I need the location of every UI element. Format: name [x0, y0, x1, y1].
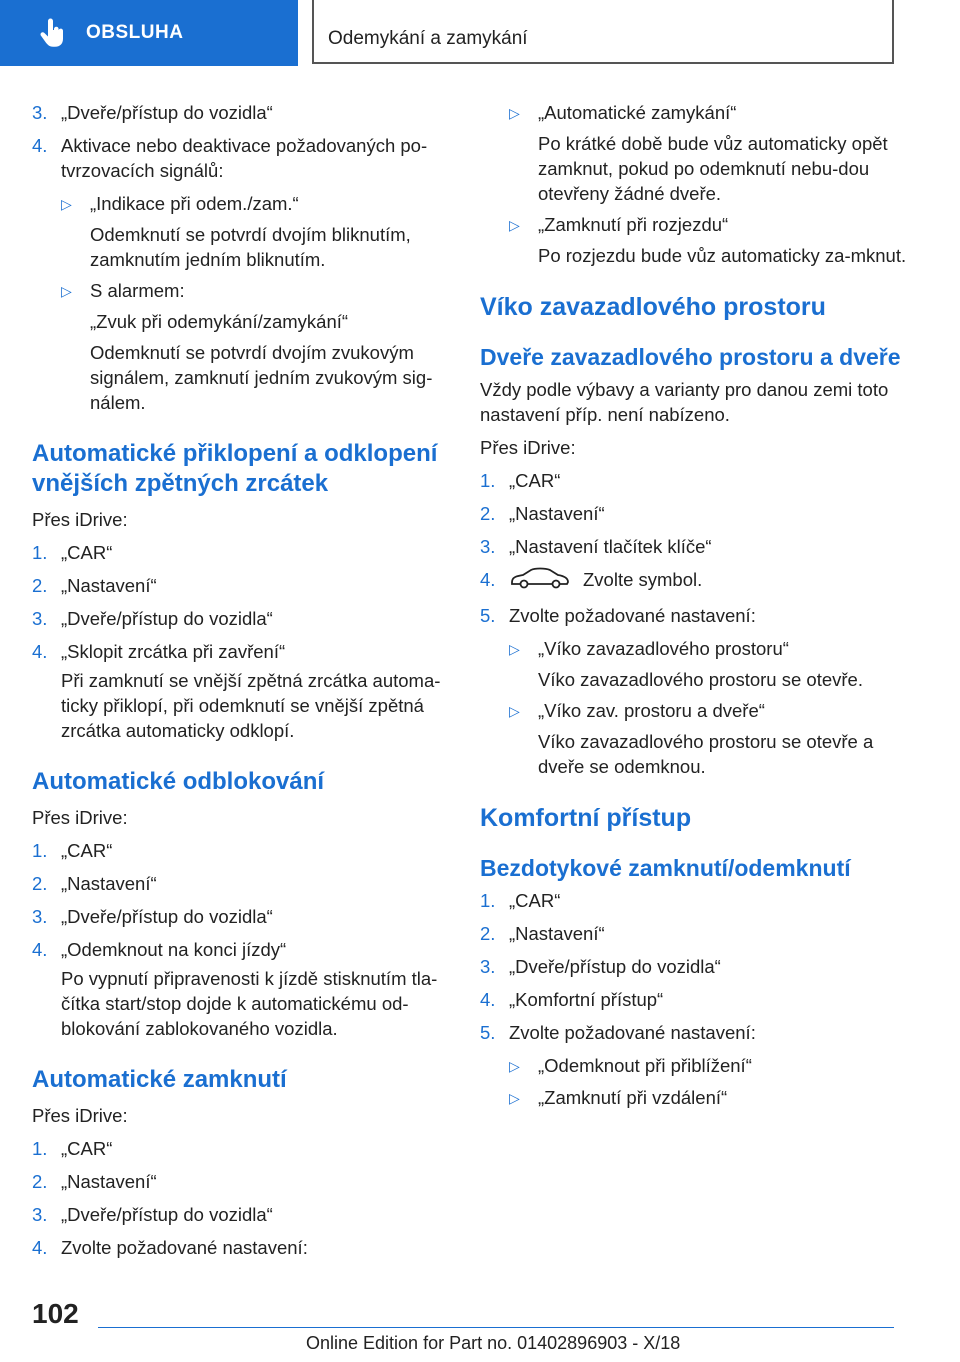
left-column — [32, 100, 452, 1268]
page-number: 102 — [32, 1298, 79, 1329]
list-text: „CAR“ — [509, 890, 561, 912]
triangle-right-icon: ▷ — [61, 283, 72, 299]
list-text: Zvolte požadované nastavení: — [509, 1022, 756, 1044]
sub-title: „Automatické zamykání“ — [538, 102, 737, 123]
list-number: 2. — [32, 873, 48, 894]
list-number: 4. — [32, 135, 48, 156]
list-number: 2. — [32, 1171, 48, 1192]
list-text: „Dveře/přístup do vozidla“ — [61, 906, 273, 927]
via-idrive: Přes iDrive: — [32, 807, 128, 828]
triangle-right-icon: ▷ — [509, 105, 520, 121]
list-text: „Dveře/přístup do vozidla“ — [509, 956, 721, 978]
list-item — [32, 100, 452, 125]
list-text: Zvolte symbol. — [583, 569, 703, 590]
list-item — [32, 1235, 452, 1260]
sub-list-item — [509, 1085, 910, 1111]
list-item — [480, 987, 910, 1012]
sub-desc: Po rozjezdu bude vůz automaticky za-mknut. — [538, 245, 907, 266]
right-column — [480, 100, 910, 1117]
list-text: „Sklopit zrcátka při zavření“ — [61, 641, 286, 662]
list-number: 1. — [32, 840, 48, 861]
list-item — [32, 1136, 452, 1161]
chapter-title-box — [312, 0, 894, 64]
sub-list-item — [509, 1053, 910, 1079]
sub-desc: Odemknutí se potvrdí dvojím zvukovým signálem, zamknutí jedním zvukovým sig-nálem. — [90, 342, 433, 413]
list-number: 5. — [480, 605, 496, 627]
sub-title: „Zamknutí při rozjezdu“ — [538, 214, 729, 235]
list-text: „Odemknout na konci jízdy“ — [61, 939, 287, 960]
footer-divider — [98, 1327, 894, 1328]
heading-unlock: Automatické odblokování — [32, 768, 325, 795]
list-item — [480, 888, 910, 913]
list-number: 4. — [32, 1237, 48, 1258]
list-item — [32, 937, 452, 962]
list-item — [480, 468, 910, 493]
triangle-right-icon: ▷ — [509, 641, 520, 658]
list-number: 3. — [480, 956, 496, 978]
chapter-title: Odemykání a zamykání — [328, 28, 528, 49]
list-text: „Nastavení“ — [61, 873, 157, 894]
list-text: „CAR“ — [61, 840, 113, 861]
list-text: Zvolte požadované nastavení: — [509, 605, 756, 627]
list-text: „CAR“ — [61, 542, 113, 563]
sub-title: „Víko zav. prostoru a dveře“ — [538, 700, 765, 722]
list-item — [480, 603, 910, 628]
list-number: 4. — [480, 989, 496, 1011]
sub-desc: Víko zavazadlového prostoru se otevře. — [538, 669, 863, 691]
hand-pointer-icon — [36, 16, 70, 50]
list-item — [480, 567, 910, 595]
heading-contactless: Bezdotykové zamknutí/odemknutí — [480, 855, 851, 882]
sub-desc: Po krátké době bude vůz automaticky opět zamknut, pokud po odemknutí nebu-dou otevřeny žádné dveře. — [538, 133, 888, 204]
sub-title: „Odemknout při přiblížení“ — [538, 1055, 752, 1077]
list-number: 2. — [480, 503, 496, 524]
list-item — [480, 534, 910, 559]
list-number: 1. — [32, 542, 48, 563]
list-item — [32, 606, 452, 631]
triangle-right-icon: ▷ — [509, 1090, 520, 1107]
sub-list-item — [509, 636, 910, 692]
list-number: 1. — [480, 470, 496, 491]
heading-trunk-doors: Dveře zavazadlového prostoru a dveře — [480, 344, 901, 370]
triangle-right-icon: ▷ — [509, 1058, 520, 1075]
list-text: „Nastavení“ — [509, 923, 605, 945]
sub-list-item — [509, 100, 910, 206]
list-number: 3. — [32, 1204, 48, 1225]
list-item — [480, 921, 910, 946]
sub-desc: Odemknutí se potvrdí dvojím bliknutím, zamknutím jedním bliknutím. — [90, 224, 411, 270]
heading-trunk: Víko zavazadlového prostoru — [480, 293, 826, 321]
list-item — [32, 838, 452, 863]
list-item — [32, 133, 452, 183]
via-idrive: Přes iDrive: — [32, 1105, 128, 1126]
list-text: Aktivace nebo deaktivace požadovaných po-tvrzovacích signálů: — [61, 135, 428, 181]
item-desc: Po vypnutí připravenosti k jízdě stisknutím tla-čítka start/stop dojde k automatickému od-blokování zablokovaného vozidla. — [61, 968, 438, 1039]
sub-desc: Víko zavazadlového prostoru se otevře a dveře se odemknou. — [538, 731, 874, 778]
list-text: „Nastavení“ — [61, 575, 157, 596]
sub-title: „Zamknutí při vzdálení“ — [538, 1087, 728, 1109]
section-tab[interactable] — [0, 0, 298, 66]
list-item — [32, 573, 452, 598]
footer-edition: Online Edition for Part no. 01402896903 - X/18 — [306, 1333, 681, 1353]
list-number: 2. — [32, 575, 48, 596]
page-header — [0, 0, 960, 66]
triangle-right-icon: ▷ — [61, 196, 72, 212]
list-item — [480, 954, 910, 979]
via-idrive: Přes iDrive: — [480, 437, 576, 458]
list-text: „Komfortní přístup“ — [509, 989, 664, 1011]
sub-list-item — [509, 212, 910, 268]
list-text: „Nastavení“ — [61, 1171, 157, 1192]
list-number: 5. — [480, 1022, 496, 1044]
trunk-intro: Vždy podle výbavy a varianty pro danou zemi toto nastavení příp. není nabízeno. — [480, 379, 889, 425]
sub-list-item — [61, 191, 452, 272]
heading-lock: Automatické zamknutí — [32, 1066, 287, 1093]
sub-title: S alarmem: — [90, 280, 185, 301]
triangle-right-icon: ▷ — [509, 217, 520, 233]
car-outline-icon — [509, 567, 571, 595]
list-number: 4. — [32, 939, 48, 960]
list-number: 4. — [32, 641, 48, 662]
triangle-right-icon: ▷ — [509, 703, 520, 720]
list-text: „Nastavení tlačítek klíče“ — [509, 536, 712, 557]
list-item — [32, 1202, 452, 1227]
sub-line: „Zvuk při odemykání/zamykání“ — [90, 311, 349, 332]
heading-mirrors: Automatické přiklopení a odklopení vnějších zpětných zrcátek — [32, 440, 438, 497]
sub-list-item — [509, 698, 910, 779]
list-item — [480, 1020, 910, 1045]
list-text: „Dveře/přístup do vozidla“ — [61, 102, 273, 123]
section-label: OBSLUHA — [86, 22, 184, 43]
list-item — [32, 1169, 452, 1194]
sub-title: „Indikace při odem./zam.“ — [90, 193, 299, 214]
list-number: 3. — [32, 608, 48, 629]
item-desc: Při zamknutí se vnější zpětná zrcátka automa-ticky přiklopí, při odemknutí se vnější zpětná zrcátka automaticky odklopí. — [61, 670, 441, 741]
list-text: „CAR“ — [509, 470, 561, 491]
list-item — [480, 501, 910, 526]
list-item — [32, 639, 452, 664]
list-text: „CAR“ — [61, 1138, 113, 1159]
list-number: 4. — [480, 569, 496, 590]
list-item — [32, 904, 452, 929]
list-number: 2. — [480, 923, 496, 945]
sub-title: „Víko zavazadlového prostoru“ — [538, 638, 789, 660]
via-idrive: Přes iDrive: — [32, 509, 128, 530]
list-number: 3. — [32, 102, 48, 123]
sub-list-item — [61, 278, 452, 415]
list-item — [32, 871, 452, 896]
list-number: 1. — [32, 1138, 48, 1159]
list-number: 3. — [32, 906, 48, 927]
heading-comfort: Komfortní přístup — [480, 804, 692, 833]
list-text: Zvolte požadované nastavení: — [61, 1237, 308, 1258]
list-text: „Dveře/přístup do vozidla“ — [61, 608, 273, 629]
list-number: 3. — [480, 536, 496, 557]
list-text: „Nastavení“ — [509, 503, 605, 524]
list-number: 1. — [480, 890, 496, 912]
list-item — [32, 540, 452, 565]
list-text: „Dveře/přístup do vozidla“ — [61, 1204, 273, 1225]
